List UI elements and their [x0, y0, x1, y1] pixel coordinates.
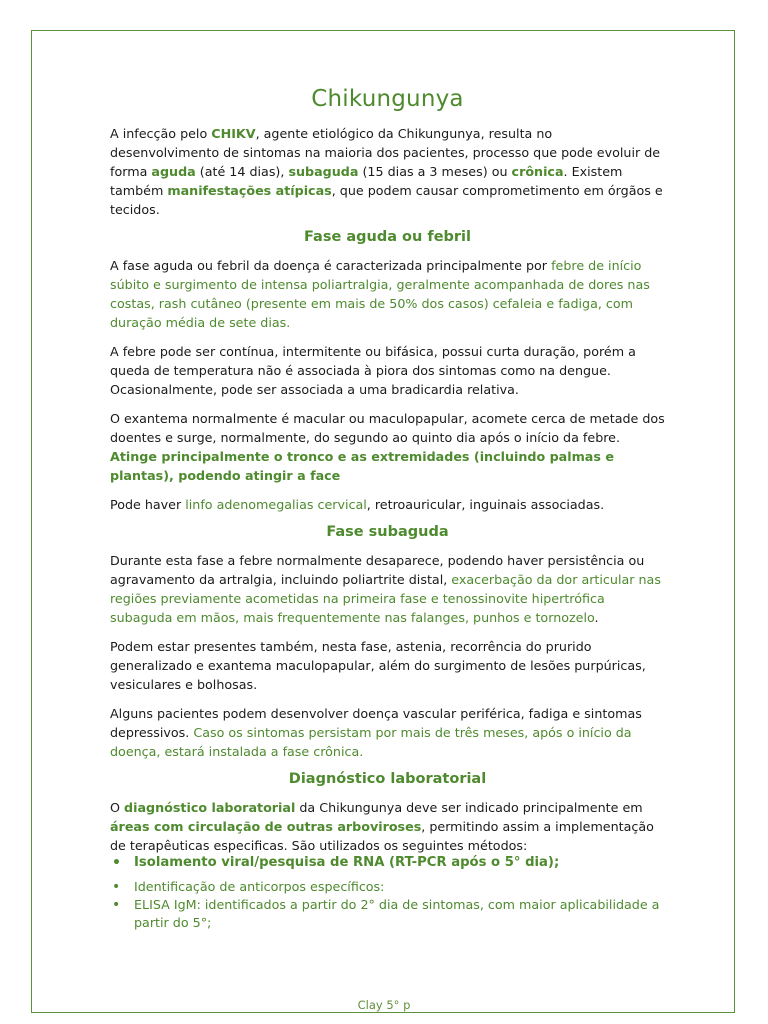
diagnostico-paragraph [110, 798, 665, 855]
highlight-text: Atinge principalmente o tronco e as extremidades (incluindo palmas e plantas), podendo atingir a face [110, 449, 614, 483]
list-item-text: Isolamento viral/pesquisa de RNA (RT-PCR após o 5° dia); [134, 855, 560, 870]
list-item-text: ELISA IgM: identificados a partir do 2° dia de sintomas, com maior aplicabilidade a partir do 5°; [134, 897, 660, 930]
text-run: , que podem causar comprometimento em órgãos e tecidos. [110, 183, 663, 217]
aguda-paragraph-4 [110, 495, 665, 514]
text-run: Alguns pacientes podem desenvolver doença vascular periférica, fadiga e sintomas depressivos. [110, 706, 642, 740]
text-run: . Existem também [110, 164, 623, 198]
bullet-icon: • [112, 897, 121, 913]
highlight-text: febre de início súbito e surgimento de intensa poliartralgia, geralmente acompanhada de dores nas costas, rash cutâneo (presente em mais de 50% dos casos) cefaleia e fadiga, com duração média de sete dias. [110, 258, 650, 330]
intro-paragraph [110, 124, 665, 219]
subaguda-paragraph-3 [110, 704, 665, 761]
list-item [112, 878, 665, 896]
bullet-icon: • [112, 879, 121, 895]
bullet-icon: • [112, 855, 121, 871]
highlight-cronica: crônica [511, 164, 564, 179]
list-item [112, 854, 665, 872]
text-run: O [110, 800, 125, 815]
text-run: A infecção pelo [110, 126, 212, 141]
list-item-text: Identificação de anticorpos específicos: [134, 879, 385, 894]
highlight-text: áreas com circulação de outras arboviroses [110, 819, 422, 834]
text-run: (até 14 dias), [195, 164, 289, 179]
list-item [112, 896, 665, 932]
text-run: , agente etiológico da Chikungunya, resulta no desenvolvimento de sintomas na maioria dos pacientes, processo que pode evoluir de forma [110, 126, 661, 179]
highlight-subaguda: subaguda [288, 164, 359, 179]
text-run: A fase aguda ou febril da doença é caracterizada principalmente por [110, 258, 552, 273]
aguda-paragraph-2: A febre pode ser contínua, intermitente ou bifásica, possui curta duração, porém a queda de temperatura não é associada à piora dos sintomas como na dengue. Ocasionalmente, pode ser associada a uma bradicardia relativa. [110, 344, 636, 397]
text-run: da Chikungunya deve ser indicado principalmente em [295, 800, 643, 815]
text-run: O exantema normalmente é macular ou maculopapular, acomete cerca de metade dos doentes e surge, normalmente, do segundo ao quinto dia após o início da febre. [110, 411, 665, 445]
page-title: Chikungunya [311, 86, 464, 112]
highlight-text: exacerbação da dor articular nas regiões previamente acometidas na primeira fase e tenossinovite hipertrófica subaguda em mãos, mais frequentemente nas falanges, punhos e tornozelo [110, 572, 661, 625]
subaguda-paragraph-2: Podem estar presentes também, nesta fase, astenia, recorrência do prurido generalizado e exantema maculopapular, além do surgimento de lesões purpúricas, vesiculares e bolhosas. [110, 639, 646, 692]
text-run: Pode haver [110, 497, 186, 512]
highlight-text: Caso os sintomas persistam por mais de três meses, após o início da doença, estará instalada a fase crônica. [110, 725, 632, 759]
highlight-manifestacoes: manifestações atípicas [167, 183, 332, 198]
highlight-chikv: CHIKV [211, 126, 256, 141]
page-footer: Clay 5° p [357, 998, 411, 1012]
aguda-paragraph-1 [110, 256, 665, 332]
heading-fase-aguda: Fase aguda ou febril [304, 229, 471, 245]
text-run: , retroauricular, inguinais associadas. [366, 497, 605, 512]
document-body [110, 86, 665, 932]
highlight-text: diagnóstico laboratorial [124, 800, 296, 815]
text-run: (15 dias a 3 meses) ou [358, 164, 512, 179]
heading-diagnostico: Diagnóstico laboratorial [288, 771, 487, 787]
text-run: . [594, 610, 599, 625]
text-run: , permitindo assim a implementação de terapêuticas especificas. São utilizados os seguintes métodos: [110, 819, 654, 853]
heading-fase-subaguda: Fase subaguda [326, 524, 449, 540]
aguda-paragraph-3 [110, 409, 665, 485]
methods-list [110, 854, 665, 932]
text-run: Durante esta fase a febre normalmente desaparece, podendo haver persistência ou agravamento da artralgia, incluindo poliartrite distal, [110, 553, 645, 587]
highlight-text: linfo adenomegalias cervical [185, 497, 367, 512]
subaguda-paragraph-1 [110, 551, 665, 627]
highlight-aguda: aguda [151, 164, 196, 179]
